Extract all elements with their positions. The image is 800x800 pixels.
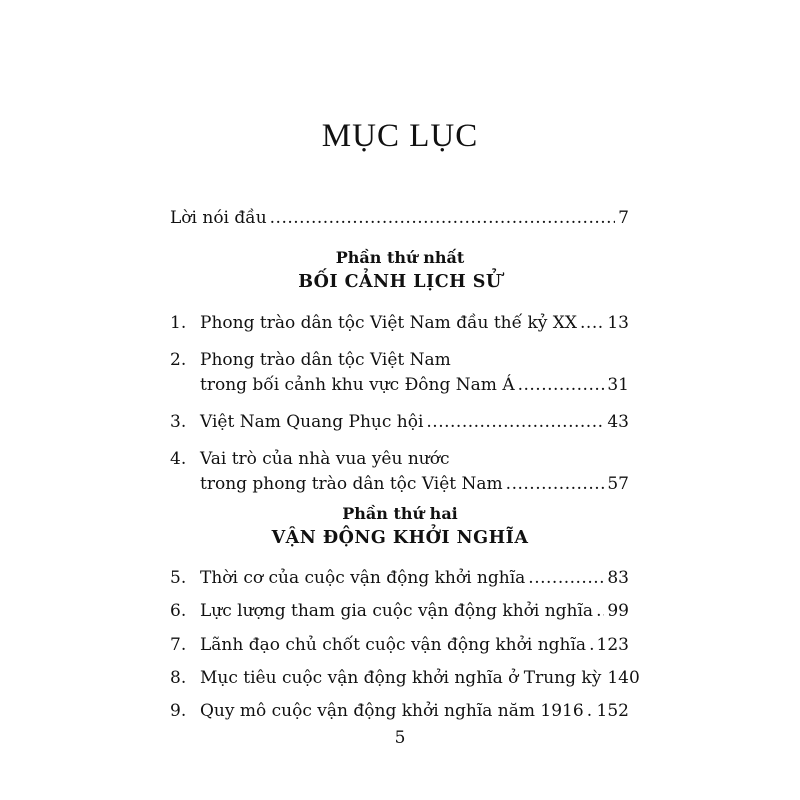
toc-entry[interactable]	[170, 446, 450, 472]
entry-number: 3.	[170, 412, 187, 432]
toc-entry-continued[interactable]	[200, 471, 629, 497]
toc-entry[interactable]	[170, 598, 629, 624]
entry-number: 1.	[170, 313, 187, 333]
toc-entry[interactable]	[170, 665, 640, 691]
toc-entry[interactable]	[170, 632, 629, 658]
dot-leader	[580, 310, 604, 336]
entry-number: 8.	[170, 668, 187, 688]
entry-page: 152	[596, 701, 629, 721]
part-title: BỐI CẢNH LỊCH SỬ	[298, 272, 502, 292]
part-title: VẬN ĐỘNG KHỞI NGHĨA	[271, 528, 529, 548]
entry-label: Lãnh đạo chủ chốt cuộc vận động khởi nghĩa	[200, 635, 587, 655]
entry-number: 6.	[170, 601, 187, 621]
dot-leader	[506, 471, 605, 497]
entry-number: 7.	[170, 635, 187, 655]
toc-entry-preface[interactable]	[170, 205, 629, 231]
page-title: MỤC LỤC	[321, 118, 479, 154]
toc-entry[interactable]	[170, 698, 629, 724]
entry-label: trong phong trào dân tộc Việt Nam	[200, 474, 503, 494]
part-heading: Phần thứ nhất	[335, 248, 465, 267]
dot-leader	[518, 372, 605, 398]
entry-label: Lực lượng tham gia cuộc vận động khởi nghĩa	[200, 601, 594, 621]
entry-number: 5.	[170, 568, 187, 588]
toc-entry[interactable]	[170, 347, 451, 373]
page-number: 5	[394, 728, 406, 748]
entry-label: Phong trào dân tộc Việt Nam	[200, 350, 451, 370]
dot-leader	[589, 632, 593, 658]
entry-page: 7	[618, 208, 629, 228]
entry-number: 4.	[170, 449, 187, 469]
entry-label: Mục tiêu cuộc vận động khởi nghĩa ở Trung kỳ	[200, 668, 602, 688]
dot-leader	[528, 565, 604, 591]
entry-label: Quy mô cuộc vận động khởi nghĩa năm 1916	[200, 701, 584, 721]
toc-entry[interactable]	[170, 409, 629, 435]
entry-label: Lời nói đầu	[170, 208, 267, 228]
part-heading: Phần thứ hai	[342, 504, 458, 523]
entry-page: 31	[607, 375, 629, 395]
entry-label: Phong trào dân tộc Việt Nam đầu thế kỷ XX	[200, 313, 578, 333]
entry-number: 9.	[170, 701, 187, 721]
dot-leader	[426, 409, 604, 435]
entry-number: 2.	[170, 350, 187, 370]
entry-page: 13	[607, 313, 629, 333]
entry-label: Vai trò của nhà vua yêu nước	[200, 449, 450, 469]
entry-label: trong bối cảnh khu vực Đông Nam Á	[200, 375, 515, 395]
toc-entry-continued[interactable]	[200, 372, 629, 398]
entry-label: Việt Nam Quang Phục hội	[200, 412, 424, 432]
toc-entry[interactable]	[170, 565, 629, 591]
entry-label: Thời cơ của cuộc vận động khởi nghĩa	[200, 568, 526, 588]
entry-page: 57	[607, 474, 629, 494]
dot-leader	[596, 598, 604, 624]
entry-page: 99	[607, 601, 629, 621]
entry-page: 140	[607, 668, 640, 688]
dot-leader	[587, 698, 594, 724]
entry-page: 83	[607, 568, 629, 588]
dot-leader	[270, 205, 616, 231]
entry-page: 43	[607, 412, 629, 432]
entry-page: 123	[596, 635, 629, 655]
toc-entry[interactable]	[170, 310, 629, 336]
